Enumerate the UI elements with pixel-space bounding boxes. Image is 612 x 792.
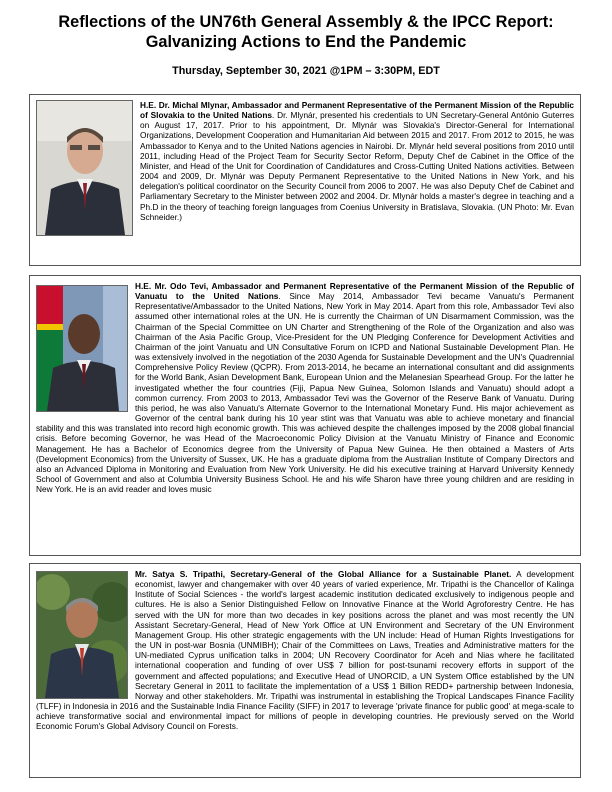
title-line-1: Reflections of the UN76th General Assembly & the IPCC Report: (58, 13, 554, 31)
speaker-card-tripathi (29, 563, 581, 778)
speaker-name-mlynar: H.E. Dr. Michal Mlynar, Ambassador and Permanent Representative of the Permanent Mission of the Republic of Slovakia to the United Nations (140, 100, 574, 121)
title-line-2: Galvanizing Actions to End the Pandemic (145, 33, 467, 51)
speaker-photo-tripathi (36, 571, 128, 699)
speaker-photo-mlynar (36, 100, 133, 236)
speaker-photo-tevi (36, 285, 128, 412)
portrait-image (37, 101, 132, 235)
speaker-card-mlynar (29, 94, 581, 266)
speaker-bio-text-tevi: . Since May 2014, Ambassador Tevi became Vanuatu's Permanent Representative/Ambassador to the United Nations, New York in May 2014. Apart from this role, Ambassador Tevi also assumed other international roles at the UN. He is currently the Chairman of UN Disarmament Commission, was the Chairman of the Special Committee on UN Charter and Strengthening of the Role of the Organization and also was Chairman of the Asia Pacific Group, Vice-President for the UN Pledging Conference for Development Activities and Chairman of the joint Vanuatu and UN Consultative Forum on ICPD and National Sustainable Development Plan. He was extensively involved in the negotiation of the 2030 Agenda for Sustainable Development and the UN's Quadrennial Comprehensive Policy Review (QCPR). From 2013-2014, he became an international consultant and did assignments for the World Bank, Asian Development Bank, European Union and the Melanesian Spearhead Group. For the latter he investigated whether the four countries (Fiji, Papua New Guinea, Solomon Islands and Vanuatu) should adopt a common currency. From 2003 to 2013, Ambassador Tevi was the Governor of the Reserve Bank of Vanuatu. During this period, he was also Vanuatu's Alternate Governor to the International Monetary Fund. His major achievement as Governor of the central bank during his 10 year stint was that Vanuatu was able to achieve monetary and financial stability and this was translated into record high economic growth. This was achieved despite the challenges imposed by the 2008 global financial crisis. Before becoming Governor, he was Head of the Macroeconomic Policy Division at the Vanuatu Ministry of Finance and Economic Management. He has a Bachelor of Economics degree from the University of Papua New Guinea. He then obtained a Masters of Arts (Development Economics) from the University of Sussex, UK. He has a graduate diploma from the Australian Institute of Company Directors and also an Advanced Diploma in Monitoring and Evaluation from New York University. He did his executive training at Harvard University Kennedy School of Government and also at Columbia University Business School. He and his wife Sharon have three young children and are residing in New York. He is an avid reader and loves music (36, 291, 574, 495)
speaker-name-tripathi: Mr. Satya S. Tripathi, Secretary-General of the Global Alliance for a Sustainable Planet. (135, 569, 512, 579)
portrait-image (37, 572, 127, 698)
speaker-bio-text-mlynar: . Dr. Mlynár, presented his credentials to UN Secretary-General António Guterres on August 17, 2017. Prior to his appointment, Dr. Mlynár was Slovakia's Director-General for International Organizations, Development Cooperation and Humanitarian Aid between 2015 and 2017. From 2012 to 2015, he was Ambassador to Kenya and to the United Nations agencies in Nairobi. Dr. Mlynár held several positions from 2010 until 2011, including Head of the Project Team for Security Sector Reform, Deputy Chef de Cabinet in the Office of the Minister, and Head of the Unit for Coordination of Candidatures and Cross-Cutting United Nations activities. Between 2004 and 2009, Dr. Mlynár was Deputy Permanent Representative to the United Nations in New York, and his delegation's political coordinator on the Security Council from 2006 to 2007. He was also Deputy Chef de Cabinet and Parliamentary Secretary to the Minister between 2002 and 2004. Dr. Mlynár holds a master's degree in teaching and a Ph.D in the theory of teaching foreign languages from Coenius University in Bratislava, Slovakia. (UN Photo: Mr. Evan Schneider.) (140, 110, 574, 222)
speaker-name-tevi: H.E. Mr. Odo Tevi, Ambassador and Permanent Representative of the Permanent Mission of the Republic of Vanuatu to the United Nations (135, 281, 574, 302)
portrait-image (37, 286, 127, 411)
page-title (20, 12, 592, 52)
speaker-card-tevi (29, 275, 581, 556)
event-date: Thursday, September 30, 2021 @1PM – 3:30PM, EDT (172, 65, 440, 77)
speaker-bio-text-tripathi: A development economist, lawyer and changemaker with over 40 years of varied experience, Mr. Tripathi is the Chancellor of Kalinga Institute of Social Sciences - the world's largest academic institution dedicated exclusively to indigenous people and cultures. He is also a Senior Distinguished Fellow on Innovative Finance at the World Agroforestry Centre. He has served with the UN for more than two decades in key positions across the planet and was most recently the UN Assistant Secretary-General, Head of New York Office at UN Environment and Secretary of the UN Environment Management Group. His other strategic engagements with the UN include: Head of Human Rights Investigations for the UN in post-war Bosnia (UNMIBH); Chair of the Committees on Laws, Treaties and Administrative matters for the UN-mediated Cyprus unification talks in 2004; UN Recovery Coordinator for Aceh and Nias where he facilitated international cooperation and funding of over US$ 7 billion for post-tsunami recovery efforts in support of the government and affected populations; and Executive Head of UNORCID, a UN System Office established by the UN Secretary General in 2011 to facilitate the implementation of a US$ 1 Billion REDD+ partnership between Indonesia, Norway and other stakeholders. Mr. Tripathi was instrumental in establishing the Tropical Landscapes Finance Facility (TLFF) in Indonesia in 2016 and the Sustainable India Finance Facility (SIFF) in 2017 to leverage 'private finance for public good' at mega-scale to achieve transformative social and environmental impact for millions of people in developing countries. He previously served on the World Economic Forum's Global Advisory Council on Forests. (36, 569, 574, 732)
